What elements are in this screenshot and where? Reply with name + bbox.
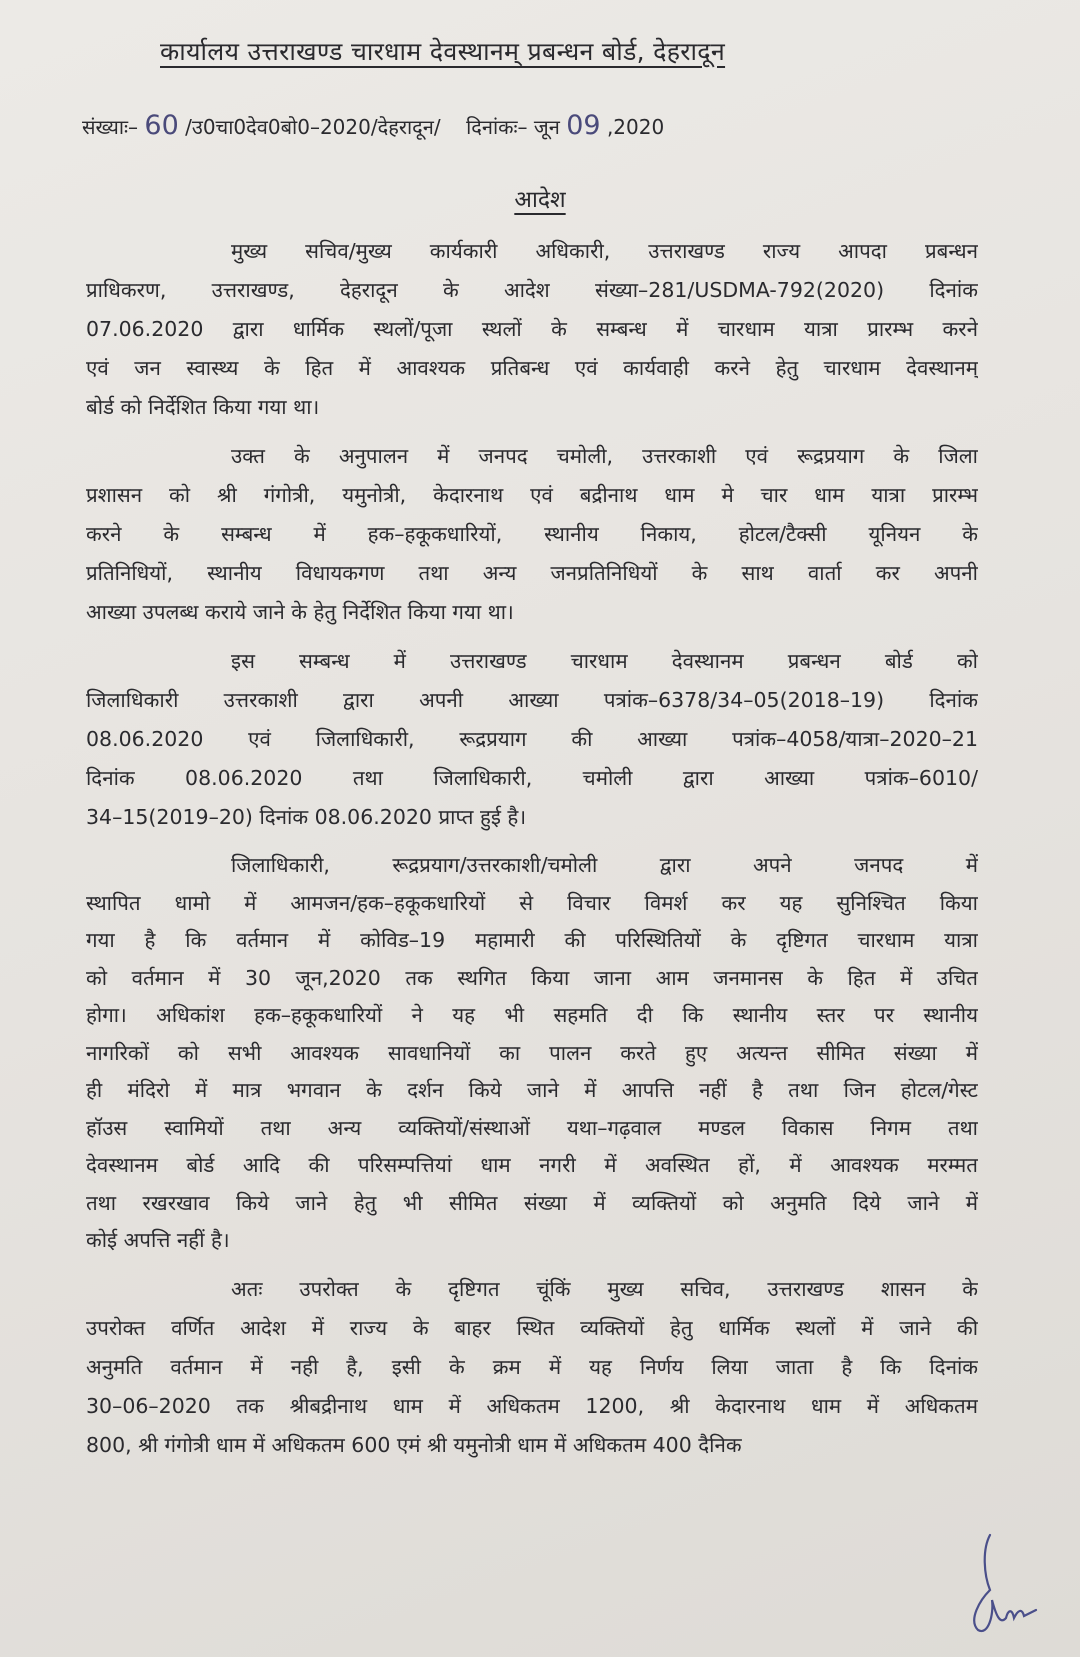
reference-number: 60	[144, 110, 179, 141]
date-day: 09	[566, 110, 601, 141]
text-line: 30–06–2020 तक श्रीबद्रीनाथ धाम में अधिकतम 1200, श्री केदारनाथ धाम में अधिकतम	[86, 1393, 978, 1418]
text-line: 08.06.2020 एवं जिलाधिकारी, रूद्रप्रयाग की आख्या पत्रांक–4058/यात्रा–2020–21	[86, 727, 978, 751]
text-line: दिनांक 08.06.2020 तथा जिलाधिकारी, चमोली द्वारा आख्या पत्रांक–6010/	[86, 766, 978, 790]
text-line: अतः उपरोक्त के दृष्टिगत चूंकिं मुख्य सचिव, उत्तराखण्ड शासन के	[231, 1276, 978, 1301]
text-line: को वर्तमान में 30 जून,2020 तक स्थगित किया जाना आम जनमानस के हित में उचित	[86, 965, 978, 990]
date-label: दिनांकः– जून	[466, 115, 560, 139]
text-line: देवस्थानम बोर्ड आदि की परिसम्पत्तियां धाम नगरी में अवस्थित हों, में आवश्यक मरम्मत	[86, 1153, 978, 1177]
office-header: कार्यालय उत्तराखण्ड चारधाम देवस्थानम् प्रबन्धन बोर्ड, देहरादून	[160, 37, 726, 66]
text-line: प्रतिनिधियों, स्थानीय विधायकगण तथा अन्य जनप्रतिनिधियों के साथ वार्ता कर अपनी	[86, 561, 978, 585]
paragraph	[86, 232, 978, 427]
text-line: 34–15(2019–20) दिनांक 08.06.2020 प्राप्त हुई है।	[86, 805, 527, 829]
order-body	[86, 232, 978, 1475]
signature	[960, 1530, 1050, 1640]
text-line: नागरिकों को सभी आवश्यक सावधानियों का पालन करते हुए अत्यन्त सीमित संख्या में	[86, 1040, 978, 1065]
reference-code: /उ0चा0देव0बो0–2020/देहरादून/	[185, 115, 441, 139]
paragraph	[86, 642, 978, 837]
text-line: आख्या उपलब्ध कराये जाने के हेतु निर्देशित किया गया था।	[86, 600, 514, 624]
text-line: हॉउस स्वामियों तथा अन्य व्यक्तियों/संस्थाओं यथा–गढ़वाल मण्डल विकास निगम तथा	[86, 1115, 978, 1140]
text-line: एवं जन स्वास्थ्य के हित में आवश्यक प्रतिबन्ध एवं कार्यवाही करने हेतु चारधाम देवस्थानम्	[86, 356, 978, 380]
text-line: होगा। अधिकांश हक–हकूकधारियों ने यह भी सहमति दी कि स्थानीय स्तर पर स्थानीय	[86, 1003, 978, 1027]
text-line: ही मंदिरो में मात्र भगवान के दर्शन किये जाने में आपत्ति नहीं है तथा जिन होटल/गेस्ट	[86, 1078, 978, 1102]
text-line: अनुमति वर्तमान में नही है, इसी के क्रम में यह निर्णय लिया जाता है कि दिनांक	[86, 1354, 978, 1379]
text-line: स्थापित धामो में आमजन/हक–हकूकधारियों से विचार विमर्श कर यह सुनिश्चित किया	[86, 890, 978, 915]
text-line: प्रशासन को श्री गंगोत्री, यमुनोत्री, केदारनाथ एवं बद्रीनाथ धाम मे चार धाम यात्रा प्रारम्भ	[86, 483, 978, 507]
text-line: करने के सम्बन्ध में हक–हकूकधारियों, स्थानीय निकाय, होटल/टैक्सी यूनियन के	[86, 522, 978, 546]
text-line: 800, श्री गंगोत्री धाम में अधिकतम 600 एमं श्री यमुनोत्री धाम में अधिकतम 400 दैनिक	[86, 1432, 742, 1457]
text-line: तथा रखरखाव किये जाने हेतु भी सीमित संख्या में व्यक्तियों को अनुमति दिये जाने में	[86, 1190, 978, 1215]
text-line: उपरोक्त वर्णित आदेश में राज्य के बाहर स्थित व्यक्तियों हेतु धार्मिक स्थलों में जाने की	[86, 1315, 978, 1340]
reference-line	[82, 110, 664, 141]
text-line: 07.06.2020 द्वारा धार्मिक स्थलों/पूजा स्थलों के सम्बन्ध में चारधाम यात्रा प्रारम्भ करने	[86, 317, 978, 341]
text-line: इस सम्बन्ध में उत्तराखण्ड चारधाम देवस्थानम प्रबन्धन बोर्ड को	[231, 649, 978, 673]
text-line: कोई अपत्ति नहीं है।	[86, 1228, 230, 1252]
paragraph	[86, 437, 978, 632]
paragraph	[86, 847, 978, 1260]
text-line: जिलाधिकारी, रूद्रप्रयाग/उत्तरकाशी/चमोली द्वारा अपने जनपद में	[231, 853, 978, 877]
text-line: बोर्ड को निर्देशित किया गया था।	[86, 395, 320, 419]
text-line: उक्त के अनुपालन में जनपद चमोली, उत्तरकाशी एवं रूद्रप्रयाग के जिला	[231, 444, 978, 468]
text-line: जिलाधिकारी उत्तरकाशी द्वारा अपनी आख्या पत्रांक–6378/34–05(2018–19) दिनांक	[86, 688, 978, 712]
reference-label: संख्याः–	[82, 115, 139, 139]
text-line: गया है कि वर्तमान में कोविड–19 महामारी की परिस्थितियों के दृष्टिगत चारधाम यात्रा	[86, 928, 978, 952]
date-year: ,2020	[606, 115, 665, 139]
order-title: आदेश	[514, 187, 566, 213]
paragraph	[86, 1270, 978, 1465]
text-line: प्राधिकरण, उत्तराखण्ड, देहरादून के आदेश संख्या–281/USDMA-792(2020) दिनांक	[86, 278, 978, 302]
text-line: मुख्य सचिव/मुख्य कार्यकारी अधिकारी, उत्तराखण्ड राज्य आपदा प्रबन्धन	[231, 239, 978, 263]
